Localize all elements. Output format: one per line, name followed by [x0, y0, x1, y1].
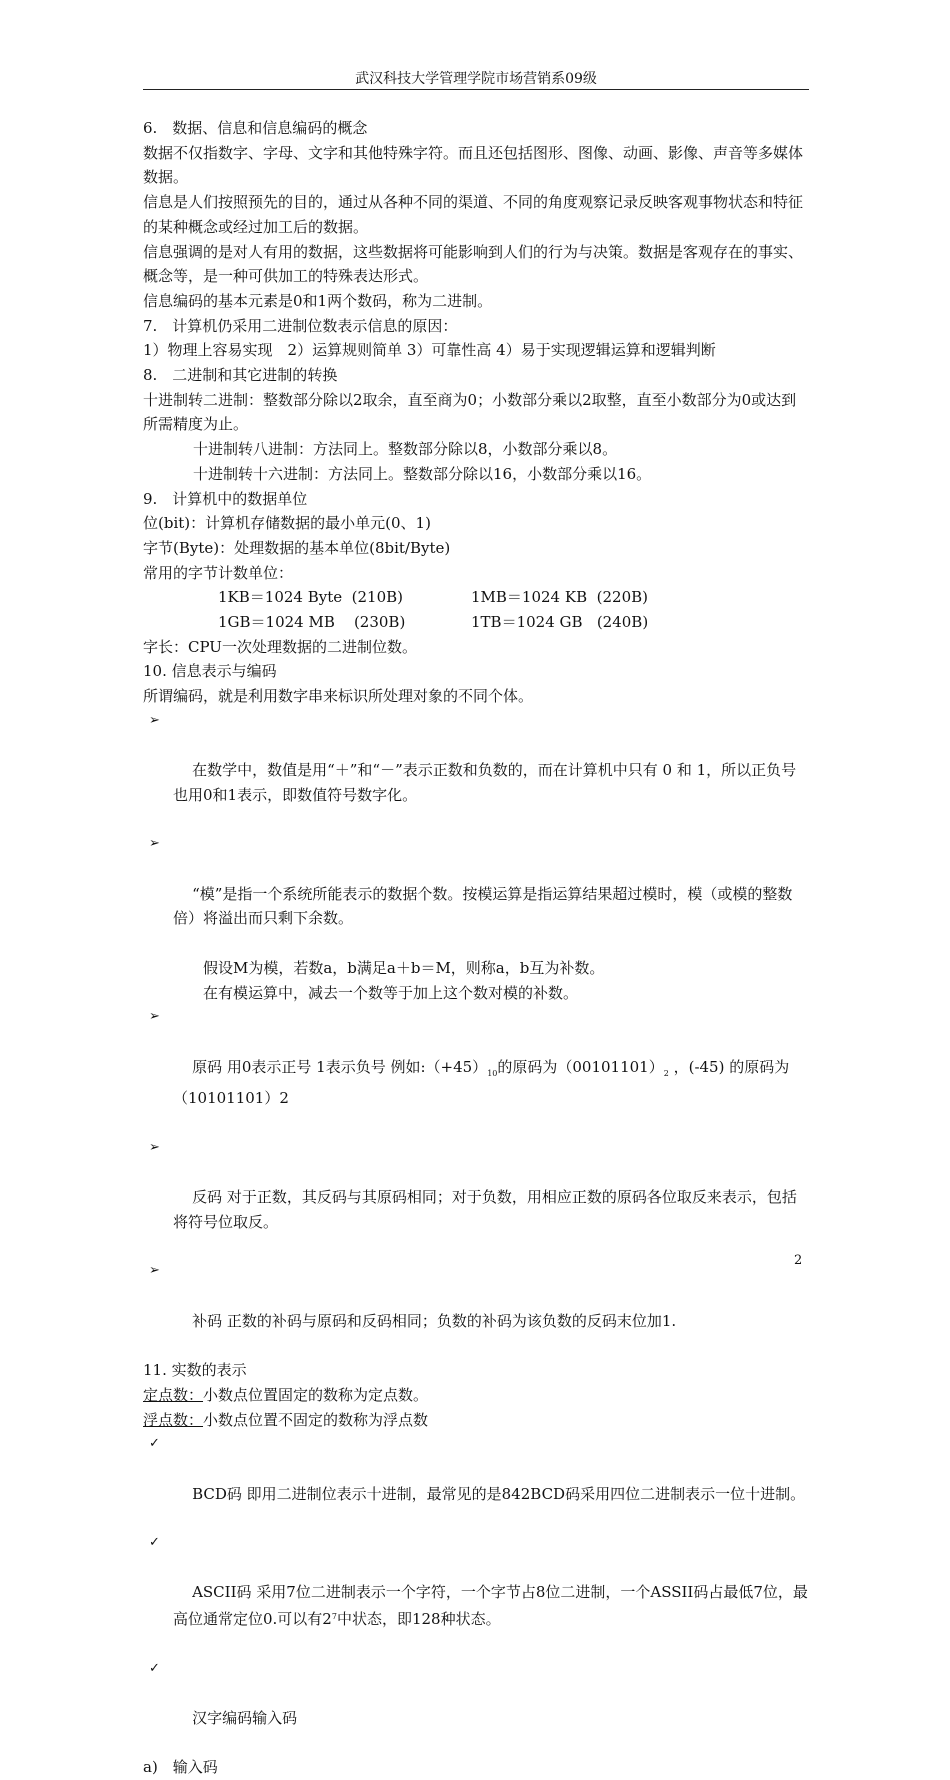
paragraph: 字节(Byte)：处理数据的基本单位(8bit/Byte)	[143, 538, 451, 557]
list-item: ✓ 汉字编码输入码	[143, 1657, 811, 1756]
section-11-title: 11. 实数的表示	[143, 1361, 247, 1380]
section-7-title: 7. 计算机仍采用二进制位数表示信息的原因：	[143, 316, 458, 335]
paragraph: 十进制转二进制：整数部分除以2取余，直至商为0；小数部分乘以2取整，直至小数部分为0或达到所需精度为止。	[143, 390, 797, 434]
check-bullet-icon: ✓	[149, 1436, 160, 1452]
section-8-title: 8. 二进制和其它进制的转换	[143, 366, 338, 385]
unit-gb: 1GB＝1024 MB (230B)	[218, 613, 406, 632]
paragraph: 常用的字节计数单位：	[143, 563, 294, 582]
arrow-bullet-icon: ➢	[149, 1009, 160, 1025]
paragraph: 字长：CPU一次处理数据的二进制位数。	[143, 637, 417, 656]
arrow-bullet-icon: ➢	[149, 712, 160, 728]
paragraph: 数据不仅指数字、字母、文字和其他特殊字符。而且还包括图形、图像、动画、影像、声音等多媒体数据。	[143, 143, 804, 187]
section-6-title: 6. 数据、信息和信息编码的概念	[143, 119, 368, 137]
paragraph: a) 输入码	[143, 1758, 218, 1777]
unit-kb: 1KB＝1024 Byte (210B)	[218, 588, 404, 607]
paragraph: 信息编码的基本元素是0和1两个数码，称为二进制。	[143, 291, 493, 310]
page-header: 武汉科技大学管理学院市场营销系09级	[355, 71, 597, 87]
list-item: ✓ ASCII码 采用7位二进制表示一个字符，一个字节占8位二进制，一个ASSII码占最低7位，最高位通常定位0.可以有$2^7$中状态，即128种状态。	[143, 1531, 811, 1657]
list-item: ➢ “模”是指一个系统所能表示的数据个数。按模运算是指运算结果超过模时，模（或模的整数倍）将溢出而只剩下余数。	[143, 832, 811, 956]
unit-tb: 1TB＝1024 GB (240B)	[471, 613, 649, 632]
arrow-bullet-icon: ➢	[149, 1263, 160, 1279]
page-number: 2	[794, 1253, 803, 1268]
floating-point-label: 浮点数：	[143, 1410, 204, 1429]
list-item: ➢ 补码 正数的补码与原码和反码相同；负数的补码为该负数的反码末位加1.	[143, 1259, 811, 1358]
paragraph: 位(bit)：计算机存储数据的最小单元(0、1)	[143, 514, 431, 533]
arrow-bullet-icon: ➢	[149, 836, 160, 852]
check-bullet-icon: ✓	[149, 1660, 160, 1676]
paragraph: 在有模运算中，减去一个数等于加上这个数对模的补数。	[203, 983, 579, 1002]
header-rule	[143, 89, 809, 90]
list-item: ➢ 反码 对于正数，其反码与其原码相同；对于负数，用相应正数的原码各位取反来表示，包括将符号位取反。	[143, 1136, 811, 1260]
paragraph: 信息强调的是对人有用的数据，这些数据将可能影响到人们的行为与决策。数据是客观存在的事实、概念等，是一种可供加工的特殊表达形式。	[143, 242, 804, 286]
paragraph: 浮点数：小数点位置不固定的数称为浮点数	[143, 1410, 429, 1429]
list-item: ➢ 在数学中，数值是用“＋”和“－”表示正数和负数的，而在计算机中只有 0 和 1，所以正负号也用0和1表示，即数值符号数字化。	[143, 709, 811, 833]
check-bullet-icon: ✓	[149, 1535, 160, 1551]
section-10-title: 10. 信息表示与编码	[143, 662, 277, 681]
paragraph: 定点数：小数点位置固定的数称为定点数。	[143, 1385, 429, 1404]
byte-units-table	[143, 585, 811, 634]
paragraph: 1）物理上容易实现 2）运算规则简单 3）可靠性高 4）易于实现逻辑运算和逻辑判断	[143, 341, 716, 360]
document-body	[143, 116, 811, 1780]
arrow-bullet-icon: ➢	[149, 1139, 160, 1155]
paragraph: 假设M为模，若数a，b满足a＋b＝M，则称a，b互为补数。	[203, 958, 605, 977]
fixed-point-label: 定点数：	[143, 1385, 204, 1404]
paragraph: 十进制转十六进制：方法同上。整数部分除以16，小数部分乘以16。	[193, 464, 652, 483]
section-9-title: 9. 计算机中的数据单位	[143, 489, 308, 508]
paragraph: 十进制转八进制：方法同上。整数部分除以8，小数部分乘以8。	[193, 440, 618, 459]
list-item: ✓ BCD码 即用二进制位表示十进制，最常见的是842BCD码采用四位二进制表示一位十进制。	[143, 1432, 811, 1531]
paragraph: 信息是人们按照预先的目的，通过从各种不同的渠道、不同的角度观察记录反映客观事物状态和特征的某种概念或经过加工后的数据。	[143, 193, 804, 236]
list-item: ➢ 原码 用0表示正号 1表示负号 例如$:(+45)_{10}$的原码为$(00101101)_2$ ，(-45) 的原码为（10101101）2	[143, 1005, 811, 1136]
paragraph: 所谓编码，就是利用数字串来标识所处理对象的不同个体。	[143, 687, 534, 706]
unit-mb: 1MB＝1024 KB (220B)	[471, 588, 648, 607]
